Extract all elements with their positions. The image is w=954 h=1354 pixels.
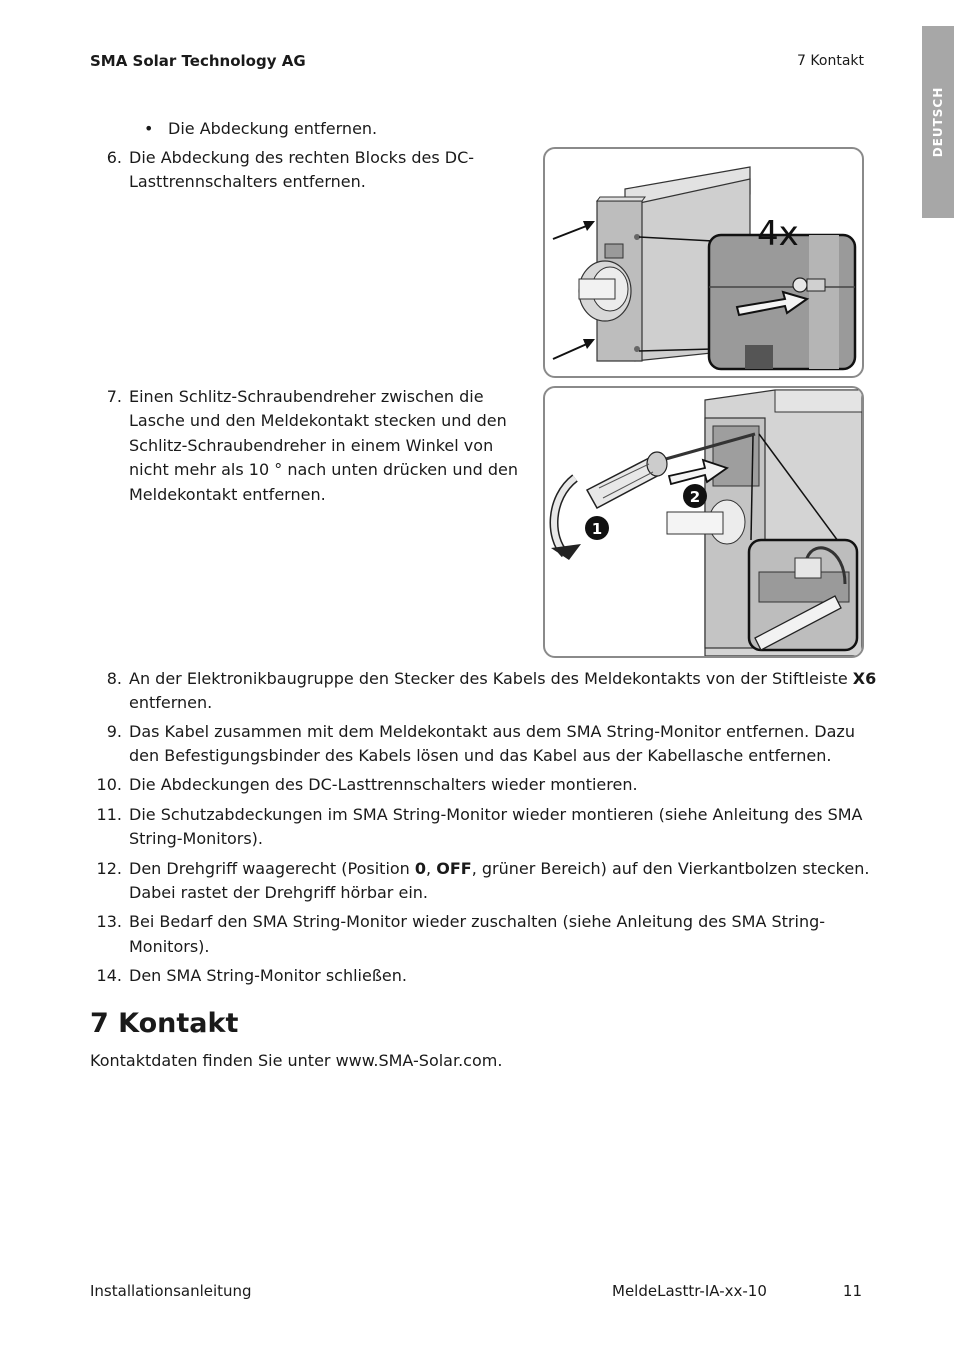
figure-cover-removal: [543, 147, 864, 378]
step-14-line-1: Den SMA String-Monitor schließen.: [129, 966, 407, 985]
footer-page-number: 11: [842, 1282, 862, 1300]
figure-1-label: 4x: [757, 214, 799, 254]
step-6-line-1: Die Abdeckung des rechten Blocks des DC-: [129, 148, 475, 167]
footer-left: Installationsanleitung: [90, 1282, 252, 1300]
step-12-line-2: Dabei rastet der Drehgriff hörbar ein.: [129, 883, 428, 902]
step-6-line-2: Lasttrennschalters entfernen.: [129, 172, 366, 191]
step-13-number: 13.: [96, 912, 122, 931]
step-6-number: 6.: [106, 148, 122, 167]
step-12-text-c: ,: [426, 859, 437, 878]
step-8-number: 8.: [106, 669, 122, 688]
step-14-number: 14.: [96, 966, 122, 985]
step-11-line-2: String-Monitors).: [129, 829, 264, 848]
language-tab-label: DEUTSCH: [931, 86, 945, 158]
step-7-number: 7.: [106, 387, 122, 406]
step-10-line-1: Die Abdeckungen des DC-Lasttrennschalters wieder montieren.: [129, 775, 638, 794]
figure-2-marker-2: 2: [689, 488, 701, 506]
step-7-line-4: nicht mehr als 10 ° nach unten drücken und den: [129, 460, 519, 479]
step-13-line-2: Monitors).: [129, 937, 210, 956]
step-9-line-2: den Befestigungsbinder des Kabels lösen und das Kabel aus der Kabellasche entfernen.: [129, 746, 832, 765]
bullet-text: Die Abdeckung entfernen.: [168, 119, 378, 138]
step-12-number: 12.: [96, 859, 122, 878]
step-13-line-1: Bei Bedarf den SMA String-Monitor wieder zuschalten (siehe Anleitung des SMA String-: [129, 912, 826, 931]
step-12-text-e: , grüner Bereich) auf den Vierkantbolzen stecken.: [471, 859, 870, 878]
step-8-pin-header: X6: [852, 669, 877, 688]
step-7-line-1: Einen Schlitz-Schraubendreher zwischen die: [129, 387, 484, 406]
header-company: SMA Solar Technology AG: [90, 52, 306, 70]
figure-contact-removal-drawing: [545, 388, 862, 656]
step-8-line-1: [129, 667, 876, 692]
header-section: 7 Kontakt: [797, 53, 864, 69]
language-tab: [922, 26, 954, 218]
step-10-number: 10.: [96, 775, 122, 794]
step-12-position-value: 0: [414, 859, 427, 878]
figure-cover-removal-drawing: [545, 149, 862, 376]
step-11-line-1: Die Schutzabdeckungen im SMA String-Monitor wieder montieren (siehe Anleitung des SMA: [129, 805, 863, 824]
step-12-text-a: Den Drehgriff waagerecht (Position: [129, 859, 415, 878]
bullet-marker: •: [144, 119, 154, 138]
figure-contact-removal: [543, 386, 864, 658]
step-7-line-5: Meldekontakt entfernen.: [129, 485, 326, 504]
footer-doc-code: MeldeLasttr-IA-xx-10: [612, 1282, 767, 1300]
step-7-line-3: Schlitz-Schraubendreher in einem Winkel von: [129, 436, 494, 455]
step-12-off-label: OFF: [436, 859, 472, 878]
step-9-number: 9.: [106, 722, 122, 741]
step-12-line-1: [129, 857, 869, 882]
figure-2-marker-1: 1: [591, 520, 603, 538]
section-body: Kontaktdaten finden Sie unter www.SMA-Solar.com.: [90, 1051, 503, 1070]
step-9-line-1: Das Kabel zusammen mit dem Meldekontakt aus dem SMA String-Monitor entfernen. Dazu: [129, 722, 855, 741]
section-heading: 7 Kontakt: [90, 1008, 239, 1039]
step-8-line-2: entfernen.: [129, 693, 213, 712]
step-11-number: 11.: [96, 805, 122, 824]
step-7-line-2: Lasche und den Meldekontakt stecken und den: [129, 411, 507, 430]
step-8-line-1-text: An der Elektronikbaugruppe den Stecker des Kabels des Meldekontakts von der Stiftleiste: [129, 669, 853, 688]
